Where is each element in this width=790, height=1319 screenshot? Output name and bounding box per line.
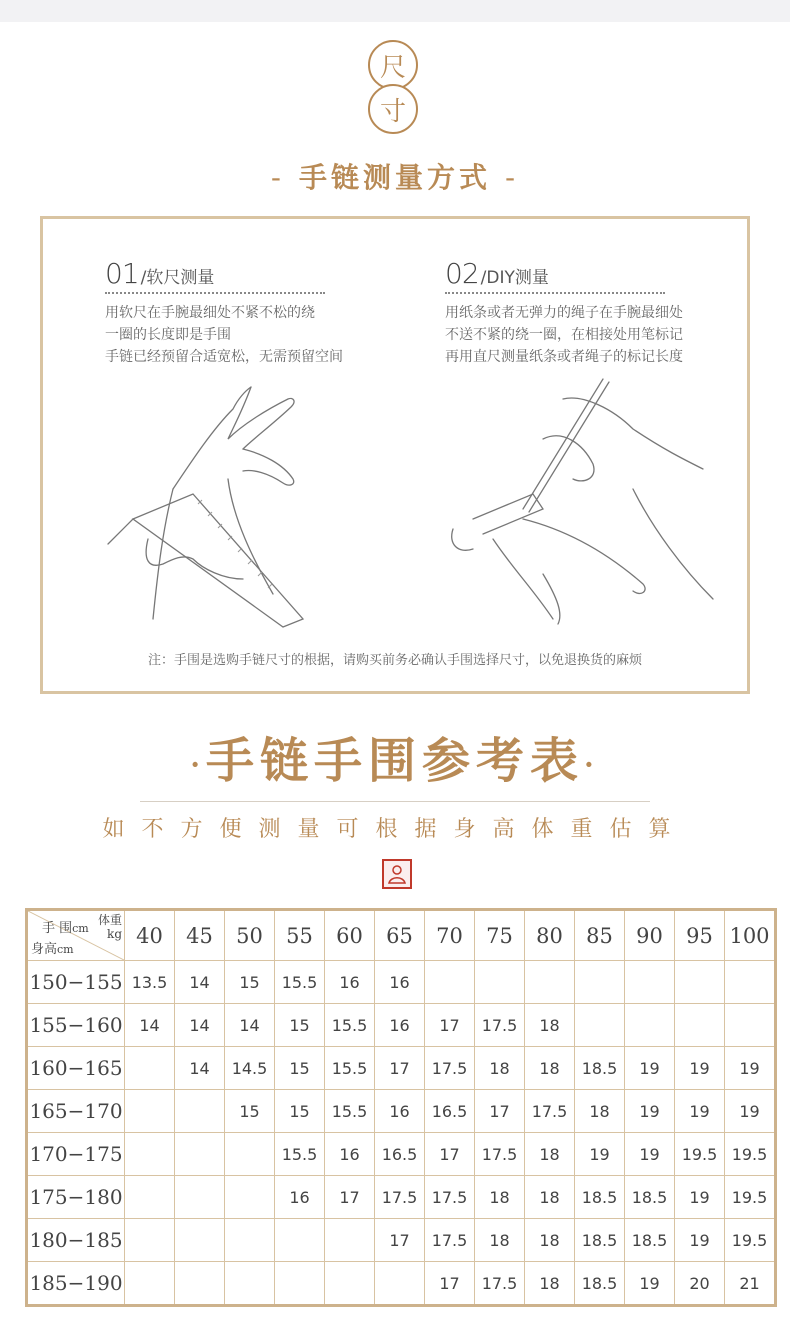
girth-cell: 17.5 xyxy=(525,1090,575,1133)
girth-cell: 15.5 xyxy=(325,1047,375,1090)
weight-label: 体重 xyxy=(97,913,122,927)
girth-cell xyxy=(225,1176,275,1219)
girth-cell: 18 xyxy=(525,1047,575,1090)
table-row xyxy=(27,1047,776,1090)
girth-cell: 15.5 xyxy=(275,1133,325,1176)
height-range-cell: 170−175 xyxy=(27,1133,125,1176)
table-corner-header xyxy=(27,910,125,961)
girth-cell: 18.5 xyxy=(575,1176,625,1219)
girth-cell: 15 xyxy=(275,1047,325,1090)
girth-cell xyxy=(225,1219,275,1262)
girth-cell: 17.5 xyxy=(475,1262,525,1306)
girth-label: 手 围 xyxy=(42,921,73,936)
height-range-cell: 185−190 xyxy=(27,1262,125,1306)
girth-cell: 17 xyxy=(375,1219,425,1262)
girth-cell: 18.5 xyxy=(575,1219,625,1262)
girth-cell: 15.5 xyxy=(325,1090,375,1133)
girth-cell: 18 xyxy=(525,1219,575,1262)
method-2-name: /DIY测量 xyxy=(480,268,549,288)
method-2-line: 不送不紧的绕一圈，在相接处用笔标记 xyxy=(445,327,683,343)
girth-cell: 14 xyxy=(175,1004,225,1047)
method-1 xyxy=(105,257,405,368)
girth-cell: 17.5 xyxy=(475,1133,525,1176)
girth-cell: 17 xyxy=(475,1090,525,1133)
height-range-cell: 180−185 xyxy=(27,1219,125,1262)
girth-cell: 14 xyxy=(225,1004,275,1047)
girth-cell xyxy=(175,1219,225,1262)
section-title-text: 手链测量方式 xyxy=(298,161,491,194)
weight-header: 70 xyxy=(425,910,475,961)
girth-unit: cm xyxy=(72,922,89,935)
girth-cell xyxy=(325,1219,375,1262)
table-row xyxy=(27,1133,776,1176)
girth-cell: 17.5 xyxy=(425,1219,475,1262)
girth-cell: 18 xyxy=(475,1047,525,1090)
girth-cell xyxy=(475,961,525,1004)
girth-cell xyxy=(175,1176,225,1219)
table-title: ·手链手围参考表· xyxy=(190,733,600,789)
girth-cell: 15 xyxy=(225,961,275,1004)
girth-cell: 19 xyxy=(625,1047,675,1090)
girth-cell xyxy=(175,1133,225,1176)
weight-header: 85 xyxy=(575,910,625,961)
girth-cell: 18 xyxy=(525,1176,575,1219)
table-row xyxy=(27,1176,776,1219)
girth-cell: 16 xyxy=(375,1004,425,1047)
weight-header: 90 xyxy=(625,910,675,961)
girth-cell: 16.5 xyxy=(425,1090,475,1133)
girth-cell: 17.5 xyxy=(475,1004,525,1047)
method-2-description xyxy=(445,302,745,368)
girth-cell: 19 xyxy=(575,1133,625,1176)
method-2-line: 用纸条或者无弹力的绳子在手腕最细处 xyxy=(445,305,683,321)
girth-cell: 17 xyxy=(425,1262,475,1306)
girth-cell xyxy=(725,1004,776,1047)
girth-cell: 18.5 xyxy=(625,1219,675,1262)
method-1-name: /软尺测量 xyxy=(140,268,215,288)
title-divider xyxy=(140,801,650,802)
girth-cell: 16 xyxy=(375,1090,425,1133)
diy-paper-strip-illustration xyxy=(433,369,723,629)
height-range-cell: 155−160 xyxy=(27,1004,125,1047)
girth-cell: 14 xyxy=(175,961,225,1004)
table-header-row xyxy=(27,910,776,961)
girth-cell xyxy=(125,1047,175,1090)
girth-cell: 16 xyxy=(275,1176,325,1219)
girth-cell: 19.5 xyxy=(725,1219,776,1262)
girth-cell: 18.5 xyxy=(625,1176,675,1219)
weight-unit: kg xyxy=(107,927,122,941)
girth-cell: 16 xyxy=(325,1133,375,1176)
size-badge xyxy=(368,40,422,136)
girth-cell xyxy=(175,1262,225,1306)
girth-cell xyxy=(625,961,675,1004)
table-row xyxy=(27,1090,776,1133)
top-bar xyxy=(0,0,790,22)
girth-cell xyxy=(125,1090,175,1133)
table-row xyxy=(27,1219,776,1262)
weight-header: 40 xyxy=(125,910,175,961)
girth-cell: 19 xyxy=(625,1133,675,1176)
girth-cell: 17 xyxy=(375,1047,425,1090)
table-title-text: 手链手围参考表 xyxy=(205,733,584,789)
girth-cell: 15 xyxy=(225,1090,275,1133)
height-range-cell: 165−170 xyxy=(27,1090,125,1133)
weight-header: 60 xyxy=(325,910,375,961)
girth-cell: 18.5 xyxy=(575,1262,625,1306)
girth-cell xyxy=(275,1262,325,1306)
girth-cell: 14 xyxy=(175,1047,225,1090)
girth-cell xyxy=(125,1133,175,1176)
girth-cell xyxy=(525,961,575,1004)
girth-cell: 19 xyxy=(725,1047,776,1090)
girth-cell xyxy=(125,1219,175,1262)
weight-header: 100 xyxy=(725,910,776,961)
girth-cell: 15.5 xyxy=(325,1004,375,1047)
table-row xyxy=(27,1004,776,1047)
girth-cell: 19 xyxy=(625,1262,675,1306)
weight-header: 80 xyxy=(525,910,575,961)
weight-header: 95 xyxy=(675,910,725,961)
girth-cell xyxy=(725,961,776,1004)
girth-cell: 19 xyxy=(675,1090,725,1133)
girth-cell xyxy=(125,1176,175,1219)
method-2-number: 02 xyxy=(445,257,479,290)
girth-cell xyxy=(275,1219,325,1262)
girth-cell: 18 xyxy=(525,1133,575,1176)
girth-cell xyxy=(625,1004,675,1047)
method-1-line: 一圈的长度即是手围 xyxy=(105,327,231,343)
girth-cell: 13.5 xyxy=(125,961,175,1004)
girth-cell: 15 xyxy=(275,1004,325,1047)
weight-header: 50 xyxy=(225,910,275,961)
height-unit: cm xyxy=(57,943,74,956)
girth-cell: 16 xyxy=(325,961,375,1004)
girth-cell: 19 xyxy=(675,1047,725,1090)
girth-cell: 15 xyxy=(275,1090,325,1133)
method-1-description xyxy=(105,302,405,368)
girth-cell: 18 xyxy=(475,1219,525,1262)
girth-cell xyxy=(675,961,725,1004)
weight-header: 55 xyxy=(275,910,325,961)
girth-cell: 18 xyxy=(475,1176,525,1219)
girth-cell: 20 xyxy=(675,1262,725,1306)
measurement-box xyxy=(40,216,750,694)
girth-cell xyxy=(425,961,475,1004)
girth-cell: 17 xyxy=(425,1133,475,1176)
girth-cell: 19.5 xyxy=(725,1133,776,1176)
girth-cell xyxy=(375,1262,425,1306)
girth-cell xyxy=(575,961,625,1004)
girth-cell: 19 xyxy=(725,1090,776,1133)
girth-cell: 21 xyxy=(725,1262,776,1306)
table-row xyxy=(27,961,776,1004)
height-range-cell: 150−155 xyxy=(27,961,125,1004)
girth-cell xyxy=(175,1090,225,1133)
weight-header: 65 xyxy=(375,910,425,961)
girth-cell: 17.5 xyxy=(375,1176,425,1219)
girth-cell: 17.5 xyxy=(425,1047,475,1090)
weight-header: 45 xyxy=(175,910,225,961)
badge-char-2: 寸 xyxy=(368,84,418,134)
girth-cell: 17 xyxy=(425,1004,475,1047)
girth-cell: 18 xyxy=(525,1004,575,1047)
girth-cell: 14 xyxy=(125,1004,175,1047)
weight-header: 75 xyxy=(475,910,525,961)
girth-cell: 19 xyxy=(675,1176,725,1219)
size-reference-table xyxy=(25,908,777,1307)
girth-cell xyxy=(675,1004,725,1047)
girth-cell xyxy=(325,1262,375,1306)
girth-cell: 18 xyxy=(525,1262,575,1306)
girth-cell: 19 xyxy=(675,1219,725,1262)
method-1-number: 01 xyxy=(105,257,139,290)
girth-cell: 19.5 xyxy=(725,1176,776,1219)
girth-cell xyxy=(575,1004,625,1047)
badge-char-1: 尺 xyxy=(368,40,418,90)
height-range-cell: 175−180 xyxy=(27,1176,125,1219)
girth-cell: 17 xyxy=(325,1176,375,1219)
seal-stamp-icon xyxy=(382,859,412,889)
method-1-line: 手链已经预留合适宽松，无需预留空间 xyxy=(105,349,343,365)
girth-cell xyxy=(125,1262,175,1306)
girth-cell: 18 xyxy=(575,1090,625,1133)
girth-cell: 18.5 xyxy=(575,1047,625,1090)
method-1-line: 用软尺在手腕最细处不紧不松的绕 xyxy=(105,305,315,321)
method-2 xyxy=(445,257,745,368)
height-label: 身高 xyxy=(31,942,58,957)
girth-cell xyxy=(225,1262,275,1306)
section-title: - 手链测量方式 - xyxy=(270,161,520,194)
girth-cell: 16.5 xyxy=(375,1133,425,1176)
girth-cell: 15.5 xyxy=(275,961,325,1004)
girth-cell: 14.5 xyxy=(225,1047,275,1090)
girth-cell: 19 xyxy=(625,1090,675,1133)
girth-cell: 19.5 xyxy=(675,1133,725,1176)
height-range-cell: 160−165 xyxy=(27,1047,125,1090)
girth-cell: 17.5 xyxy=(425,1176,475,1219)
method-2-line: 再用直尺测量纸条或者绳子的标记长度 xyxy=(445,349,683,365)
table-row xyxy=(27,1262,776,1306)
measurement-note: 注：手围是选购手链尺寸的根据，请购买前务必确认手围选择尺寸，以免退换货的麻烦 xyxy=(147,653,642,668)
table-subtitle: 如不方便测量可根据身高体重估算 xyxy=(102,817,688,842)
girth-cell: 16 xyxy=(375,961,425,1004)
tape-measure-hand-illustration xyxy=(103,369,353,629)
girth-cell xyxy=(225,1133,275,1176)
